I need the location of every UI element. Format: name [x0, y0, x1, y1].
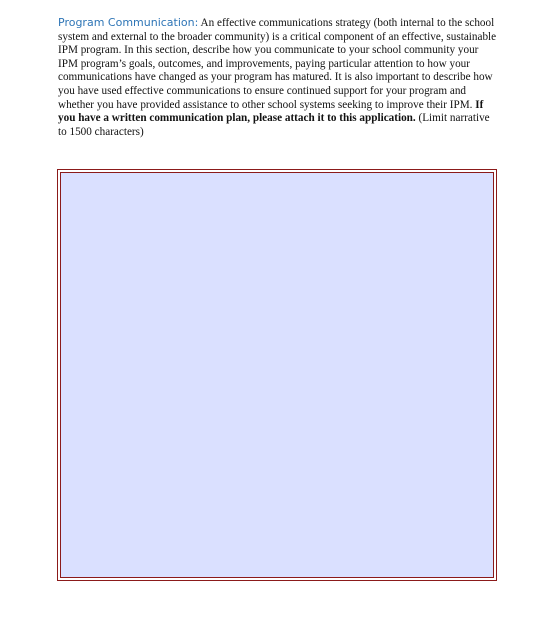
section-description: An effective communications strategy (both internal to the school system and external to the broader community) is a critical component of an effective, sustainable IPM program. In this section, describe how you communicate to your school community your IPM program’s goals, outcomes, and improvements, paying particular attention to how your communications have changed as your program has matured. It is also important to describe how you have used effective communications to ensure continued support for your program and whether you have provided assistance to other school systems seeking to improve their IPM.: [58, 17, 497, 111]
character-limit-note: (Limit narrative to 1500 characters): [58, 112, 490, 138]
narrative-response-field[interactable]: [60, 172, 494, 578]
response-field-frame: [57, 169, 497, 581]
section-prompt: [58, 16, 500, 139]
section-heading: Program Communication:: [58, 16, 199, 29]
attachment-instruction: If you have a written communication plan, please attach it to this application.: [58, 98, 484, 125]
